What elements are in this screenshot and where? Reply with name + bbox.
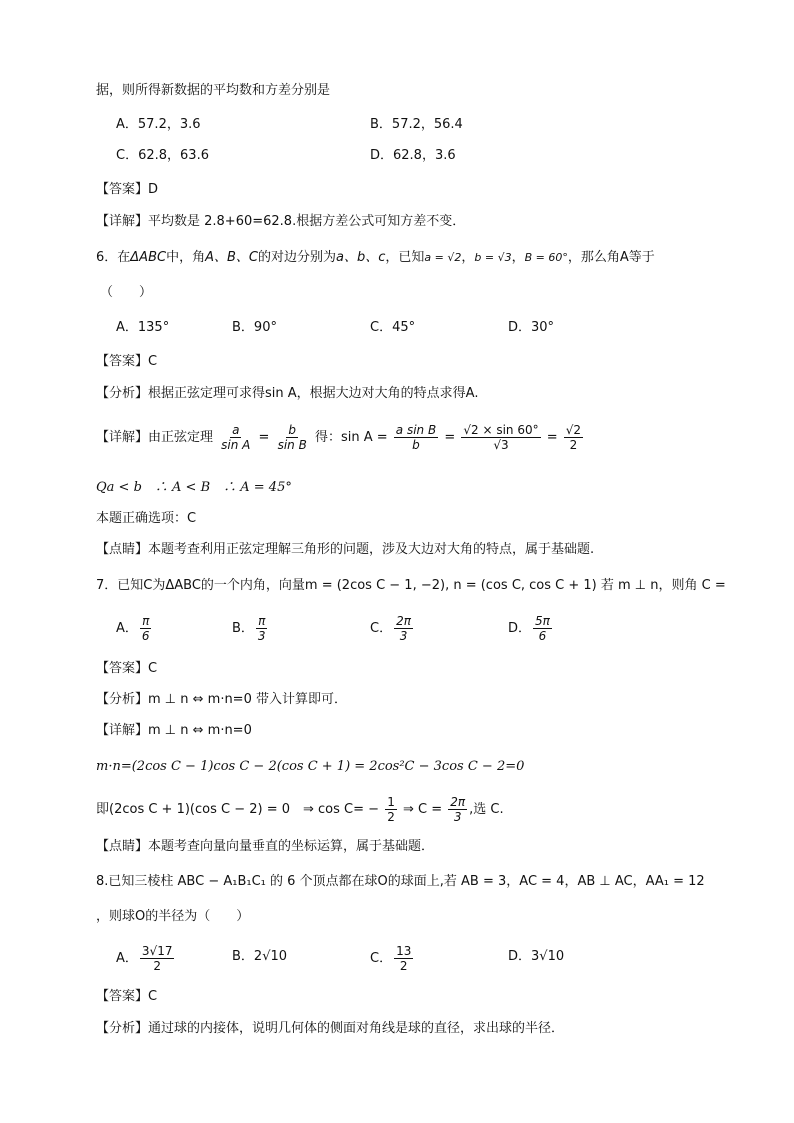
q7-eq2-mid: ⇒ C =: [402, 802, 443, 817]
q6-paren: （ ）: [100, 285, 153, 300]
q6-end: ，那么角A等于: [567, 250, 655, 265]
q6-mid: 中，角: [166, 250, 206, 265]
option-label: A．: [116, 951, 138, 966]
option-label: C．: [370, 621, 393, 636]
fraction: [256, 614, 268, 643]
q6-given-B: B = 60°: [524, 251, 568, 264]
fraction-num: 2π: [396, 614, 411, 628]
option-label: C．: [370, 951, 393, 966]
fraction-den: 2: [569, 438, 578, 452]
fraction: [394, 423, 438, 452]
q6-detail-pre: 由正弦定理: [148, 430, 214, 445]
option-c: C．62.8，63.6: [116, 148, 209, 163]
fraction-den: 6: [538, 629, 547, 643]
fraction: [394, 944, 413, 973]
q7-detail: 【详解】m ⊥ n ⇔ m·n=0: [96, 723, 252, 738]
fraction-den: 6: [141, 629, 150, 643]
q6-correct: 本题正确选项：C: [96, 511, 197, 526]
q6-comment-text: 本题考查利用正弦定理解三角形的问题，涉及大边对大角的特点，属于基础题.: [148, 542, 595, 557]
q6-comment-tag: 【点睛】: [96, 542, 149, 557]
q6-mid2: 的对边分别为: [257, 250, 336, 265]
fraction-num: 5π: [535, 614, 550, 628]
q8-answer: 【答案】C: [96, 989, 158, 1004]
q8-analysis: 【分析】通过球的内接体，说明几何体的侧面对角线是球的直径，求出球的半径．: [96, 1021, 565, 1036]
fraction: [564, 423, 583, 452]
q6-chain: Qa < b ∴ A < B ∴ A = 45°: [96, 480, 292, 495]
option-b: B．57.2，56.4: [370, 117, 463, 132]
option-a: A．57.2，3.6: [116, 117, 201, 132]
q6-mid3: ，已知: [385, 250, 425, 265]
fraction-den: sin B: [277, 438, 307, 452]
fraction-num: √2: [565, 423, 582, 437]
q6-answer: 【答案】C: [96, 354, 158, 369]
q8-option-c: [370, 944, 415, 973]
q6-triangle: ΔABC: [130, 250, 167, 265]
fraction-den: 3: [453, 810, 462, 824]
fraction-num: 3√17: [141, 944, 173, 958]
q6-analysis: [96, 385, 478, 403]
fraction: [461, 423, 540, 452]
q6-comment: [96, 541, 594, 559]
fraction: [448, 795, 467, 824]
q6-option-a: A．135°: [116, 320, 170, 335]
q6-given-a: a = √2: [424, 251, 462, 264]
fraction-den: sin A: [221, 438, 251, 452]
q7-eq2: [96, 792, 504, 828]
q6-given-b: b = √3: [474, 251, 512, 264]
fraction-num: π: [258, 614, 266, 628]
q6-option-c: C．45°: [370, 320, 416, 335]
q7-option-c: [370, 614, 415, 643]
q6-stem: 6．在ΔABC中，角A、B、C的对边分别为a、b、c，已知a = √2，b = √3，B = 60°，那么角A等于: [96, 250, 655, 265]
q7-comment: 【点睛】本题考查向量向量垂直的坐标运算，属于基础题．: [96, 839, 435, 854]
detail-text: 【详解】平均数是 2.8+60=62.8.根据方差公式可知方差不变．: [96, 214, 466, 229]
q7-option-d: [508, 614, 554, 643]
q7-option-a: [116, 614, 154, 643]
fraction: [394, 614, 413, 643]
q6-prefix: 6．在: [96, 250, 131, 265]
option-label: A．: [116, 621, 138, 636]
q8-option-d: D．3√10: [508, 949, 565, 964]
q7-stem: 7．已知C为ΔABC的一个内角，向量m = (2cos C − 1, −2), n = (cos C, cos C + 1) 若 m ⊥ n，则角 C =: [96, 578, 726, 593]
question-continuation: 据，则所得新数据的平均数和方差分别是: [96, 83, 331, 98]
fraction-den: 3: [257, 629, 266, 643]
q6-angles: A、B、C: [205, 250, 258, 265]
fraction-num: 13: [396, 944, 412, 958]
fraction: [276, 423, 309, 452]
fraction: [140, 614, 152, 643]
q6-sides: a、b、c: [336, 250, 386, 265]
q6-option-d: D．30°: [508, 320, 555, 335]
q7-eq2-end: ,选 C.: [469, 802, 504, 817]
q7-analysis: 【分析】m ⊥ n ⇔ m·n=0 带入计算即可．: [96, 692, 347, 707]
q7-answer: 【答案】C: [96, 661, 158, 676]
q6-analysis-text: 根据正弦定理可求得sin A，根据大边对大角的特点求得A.: [148, 386, 479, 401]
fraction: [533, 614, 552, 643]
fraction-den: 2: [399, 959, 408, 973]
option-label: B．: [232, 621, 254, 636]
fraction-den: b: [412, 438, 420, 452]
answer-label: 【答案】D: [96, 182, 159, 197]
q6-option-b: B．90°: [232, 320, 277, 335]
fraction-den: 2: [387, 810, 395, 824]
q7-option-b: [232, 614, 270, 643]
fraction-den: 2: [153, 959, 161, 973]
fraction: [140, 944, 175, 973]
fraction-num: 1: [387, 795, 395, 809]
fraction-den: 3: [399, 629, 408, 643]
q8-option-b: B．2√10: [232, 949, 288, 964]
q7-eq2-pre: 即(2cos C + 1)(cos C − 2) = 0 ⇒ cos C= −: [96, 802, 380, 817]
q8-stem-line1: 8.已知三棱柱 ABC − A₁B₁C₁ 的 6 个顶点都在球O的球面上,若 AB = 3，AC = 4，AB ⊥ AC，AA₁ = 12: [96, 874, 705, 889]
fraction-num: b: [288, 423, 296, 437]
fraction-num: 2π: [450, 795, 466, 809]
fraction: [219, 423, 252, 452]
fraction-num: √2 × sin 60°: [463, 423, 539, 437]
option-label: D．: [508, 621, 532, 636]
fraction: [385, 795, 397, 824]
fraction-den: √3: [493, 438, 509, 452]
option-d: D．62.8，3.6: [370, 148, 456, 163]
q6-detail-tag: 【详解】: [96, 430, 149, 445]
fraction-num: a sin B: [395, 423, 437, 437]
q6-analysis-tag: 【分析】: [96, 386, 149, 401]
q7-eq1: m·n=(2cos C − 1)cos C − 2(cos C + 1) = 2cos²C − 3cos C − 2=0: [96, 759, 525, 774]
q8-stem-line2: ，则球O的半径为（ ）: [96, 909, 250, 924]
q6-detail-mid: 得：sin A =: [314, 430, 388, 445]
q6-detail: 【详解】由正弦定理 $\frac{a}{\text{sin A}}$ = $\frac{b}{\text{sin B}}$ 得：sin A = $\frac{\text{a sin B}}{b}$ = $\frac{√2 \times \sin 60^\circ}{√3}$ = $\frac{√2}{2}$: [96, 423, 582, 452]
fraction-num: a: [232, 423, 240, 437]
fraction-num: π: [142, 614, 150, 628]
q8-option-a: [116, 944, 176, 973]
